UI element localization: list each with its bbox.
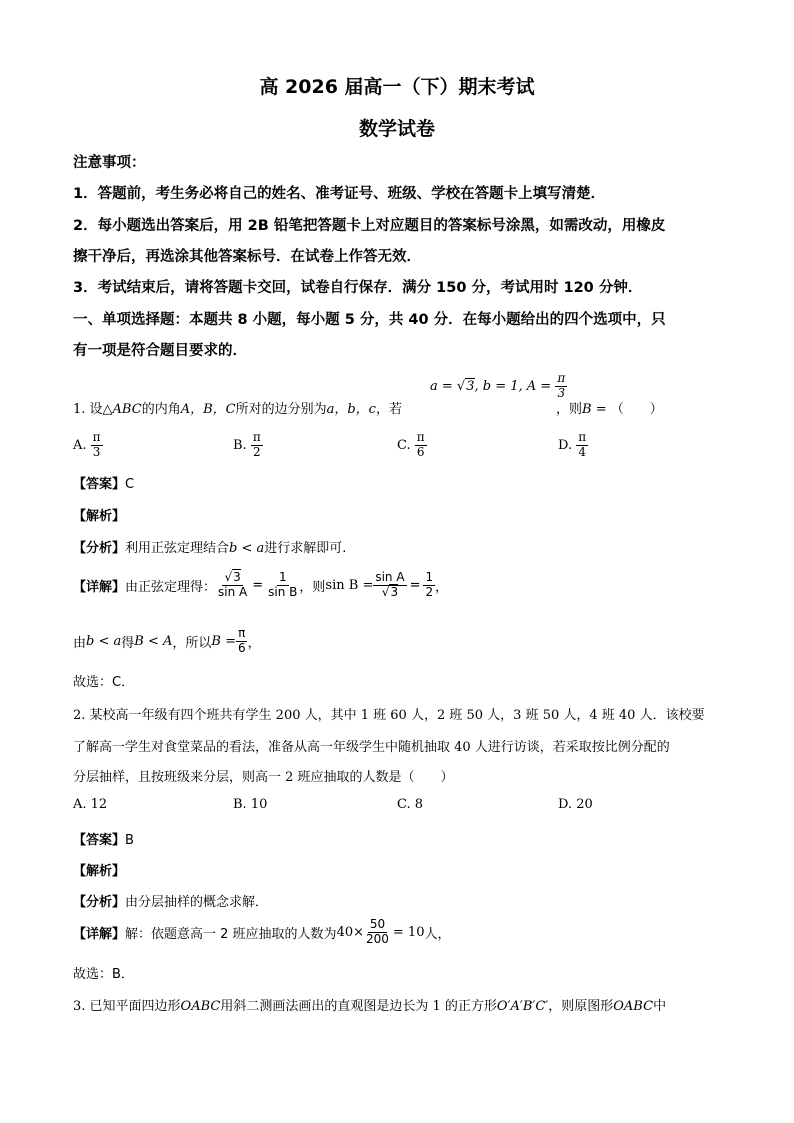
fenxi-post: 进行求解即可. [264,541,347,556]
frac-half [423,571,435,600]
option-label: D. [558,437,573,453]
notice-item-2-cont: 擦干净后，再选涂其他答案标号．在试卷上作答无效． [73,249,421,265]
option-num: π [92,430,101,444]
q1-option-c [397,431,427,460]
option-den: 4 [578,444,586,459]
q1-cond-a: a = [430,378,457,394]
answer-value: B [125,833,134,848]
option-frac [576,431,588,460]
notice-item-3: 3．考试结束后，请将答题卡交回，试卷自行保存．满分 150 分，考试用时 120 分钟． [73,280,643,296]
frac-num: sin A [375,570,405,584]
line2-B: B = [211,633,236,649]
detail-eq: = 10 [392,924,425,940]
option-den: 3 [92,444,101,459]
q1-ask [556,398,663,417]
frac-den: sin A [218,584,248,599]
q3-oabc: OABC [180,999,221,1014]
line2-end: ， [247,635,261,651]
q1-cond-sqrt: 3 [466,378,475,394]
q1-detail-2 [73,627,261,656]
option-label: C. [397,437,411,453]
option-den: 6 [416,444,425,459]
answer-tag: 【答案】 [73,833,126,848]
q2-option-a: A. 12 [73,797,108,812]
q1-cond-frac [555,372,567,401]
line2-m2: B < A [134,633,173,649]
detail-comma: ， [435,579,449,595]
fenxi-text: 由分层抽样的概念求解． [125,895,269,910]
analysis-tag: 【解析】 [73,864,126,879]
q1-option-b [233,431,263,460]
line2-so: ，所以 [172,635,212,651]
q1-analysis-tag [73,505,125,524]
q1-cond-frac-den: 3 [557,385,566,400]
q3-mid: 用斜二测画法画出的直观图是边长为 1 的正方形 [220,999,497,1014]
detail-sinB: sin B = [325,577,374,593]
section1-line1: 一、单项选择题：本题共 8 小题，每小题 5 分，共 40 分．在每小题给出的四个选项中，只 [73,312,666,328]
answer-value: C [125,477,135,492]
q1-stem-abc: ABC [112,402,142,417]
detail-tag: 【详解】 [73,926,126,942]
q2-answer [73,829,134,848]
answer-tag: 【答案】 [73,477,126,492]
q2-fenxi [73,891,268,910]
q3-post: ，则原图形 [548,999,614,1014]
section1-line2: 有一项是符合题目要求的． [73,343,247,359]
q1-answer [73,473,134,492]
q1-ask-pre: ，则 [556,402,583,417]
q1-option-a [73,431,103,460]
option-frac [415,431,427,460]
q3-oabcp: O′A′B′C′ [496,999,549,1014]
option-den: 2 [252,444,261,459]
frac-num: 1 [278,570,287,584]
sqrt-3: 3 [390,584,399,599]
frac-sqrt3-sinA [216,571,249,600]
detail-tag: 【详解】 [73,579,126,595]
option-num: π [252,430,261,444]
frac-den: sin B [268,584,298,599]
q3-stem [73,995,666,1014]
q2-stem-1: 2. 某校高一年级有四个班共有学生 200 人，其中 1 班 60 人，2 班 50 人，3 班 50 人，4 班 40 人．该校要 [73,708,705,723]
frac-sinA-sqrt3 [373,571,406,600]
detail-post: 人， [424,926,451,942]
q1-cond-frac-num: π [557,371,566,385]
q2-analysis-tag [73,860,125,879]
q1-stem-mid: 的内角 [141,402,181,417]
q1-cond-b: , b = 1, A = [474,378,556,394]
frac-1-sinB [266,571,299,600]
q3-oabc2: OABC [613,999,654,1014]
frac-num: √3 [224,570,241,584]
line2-m1: b < a [86,633,122,649]
option-num: π [416,430,425,444]
q1-stem-pre: 1. 设△ [73,402,113,417]
option-frac [251,431,263,460]
q2-option-d: D. 20 [558,797,593,812]
detail-40: 40× [336,924,364,940]
frac-den: √3 [381,584,399,599]
frac-num: 1 [425,570,434,584]
detail-pre: 解：依题意高一 2 班应抽取的人数为 [125,926,337,942]
q3-end: 中 [653,999,667,1014]
fenxi-pre: 利用正弦定理结合 [125,541,230,556]
option-label: B. [233,437,247,453]
q1-conclusion: 故选：C． [73,675,135,690]
frac-50-200 [364,918,391,947]
notice-item-1: 1．答题前，考生务必将自己的姓名、准考证号、班级、学校在答题卡上填写清楚． [73,186,606,202]
frac-den: 6 [237,640,246,655]
line2-de: 得 [121,635,135,651]
q1-fenxi [73,537,346,556]
detail-pre: 由正弦定理得： [125,579,217,595]
option-label: A. [73,437,87,453]
frac-den: 2 [425,584,434,599]
frac-pi-6 [236,627,248,656]
analysis-tag: 【解析】 [73,509,126,524]
q2-option-b: B. 10 [233,797,268,812]
fenxi-math: b < a [229,541,265,556]
q1-stem-mid2: 所对的边分别为 [235,402,327,417]
exam-title: 高 2026 届高一（下）期末考试 [259,76,535,98]
notice-heading: 注意事项： [73,155,146,171]
q1-ask-eq: = （ ） [591,402,663,417]
q3-pre: 3. 已知平面四边形 [73,999,181,1014]
q2-detail [73,918,451,947]
q1-stem-sides: a，b，c [326,402,376,417]
sqrt-3: 3 [233,570,241,584]
notice-item-2: 2．每小题选出答案后，用 2B 铅笔把答题卡上对应题目的答案标号涂黑，如需改动，用橡皮 [73,218,666,234]
option-num: π [578,430,587,444]
q1-stem-if: ，若 [375,402,402,417]
frac-den: 200 [366,931,389,946]
q1-ask-b: B [582,402,592,417]
detail-then: ，则 [299,579,326,595]
q2-stem-3: 分层抽样，且按班级来分层，则高一 2 班应抽取的人数是（ ） [73,770,454,785]
fenxi-tag: 【分析】 [73,895,126,910]
q2-stem-2: 了解高一学生对食堂菜品的看法，准备从高一年级学生中随机抽取 40 人进行访谈，若采取按比例分配的 [73,740,670,755]
q1-stem [73,398,402,417]
frac-num: 50 [369,917,386,931]
exam-subtitle: 数学试卷 [358,118,435,140]
fenxi-tag: 【分析】 [73,541,126,556]
q1-condition: a = √3, b = 1, A = $\frac{\pi}{3}$ [430,371,566,400]
q1-option-d [558,431,588,460]
q1-detail: 【详解】 由正弦定理得： $\frac{√3}{\text{sin A}}$ = $\frac{1}{\text{sin B}}$ ，则 sin B = $\frac{\text{sin A}}{√3}$ = $\frac{1}{2}$ ， [73,570,449,599]
frac-num: π [238,626,246,640]
option-frac [91,431,103,460]
q1-stem-vars: A，B，C [180,402,236,417]
q2-conclusion: 故选：B． [73,967,134,982]
line2-pre: 由 [73,635,87,651]
q2-option-c: C. 8 [397,797,424,812]
